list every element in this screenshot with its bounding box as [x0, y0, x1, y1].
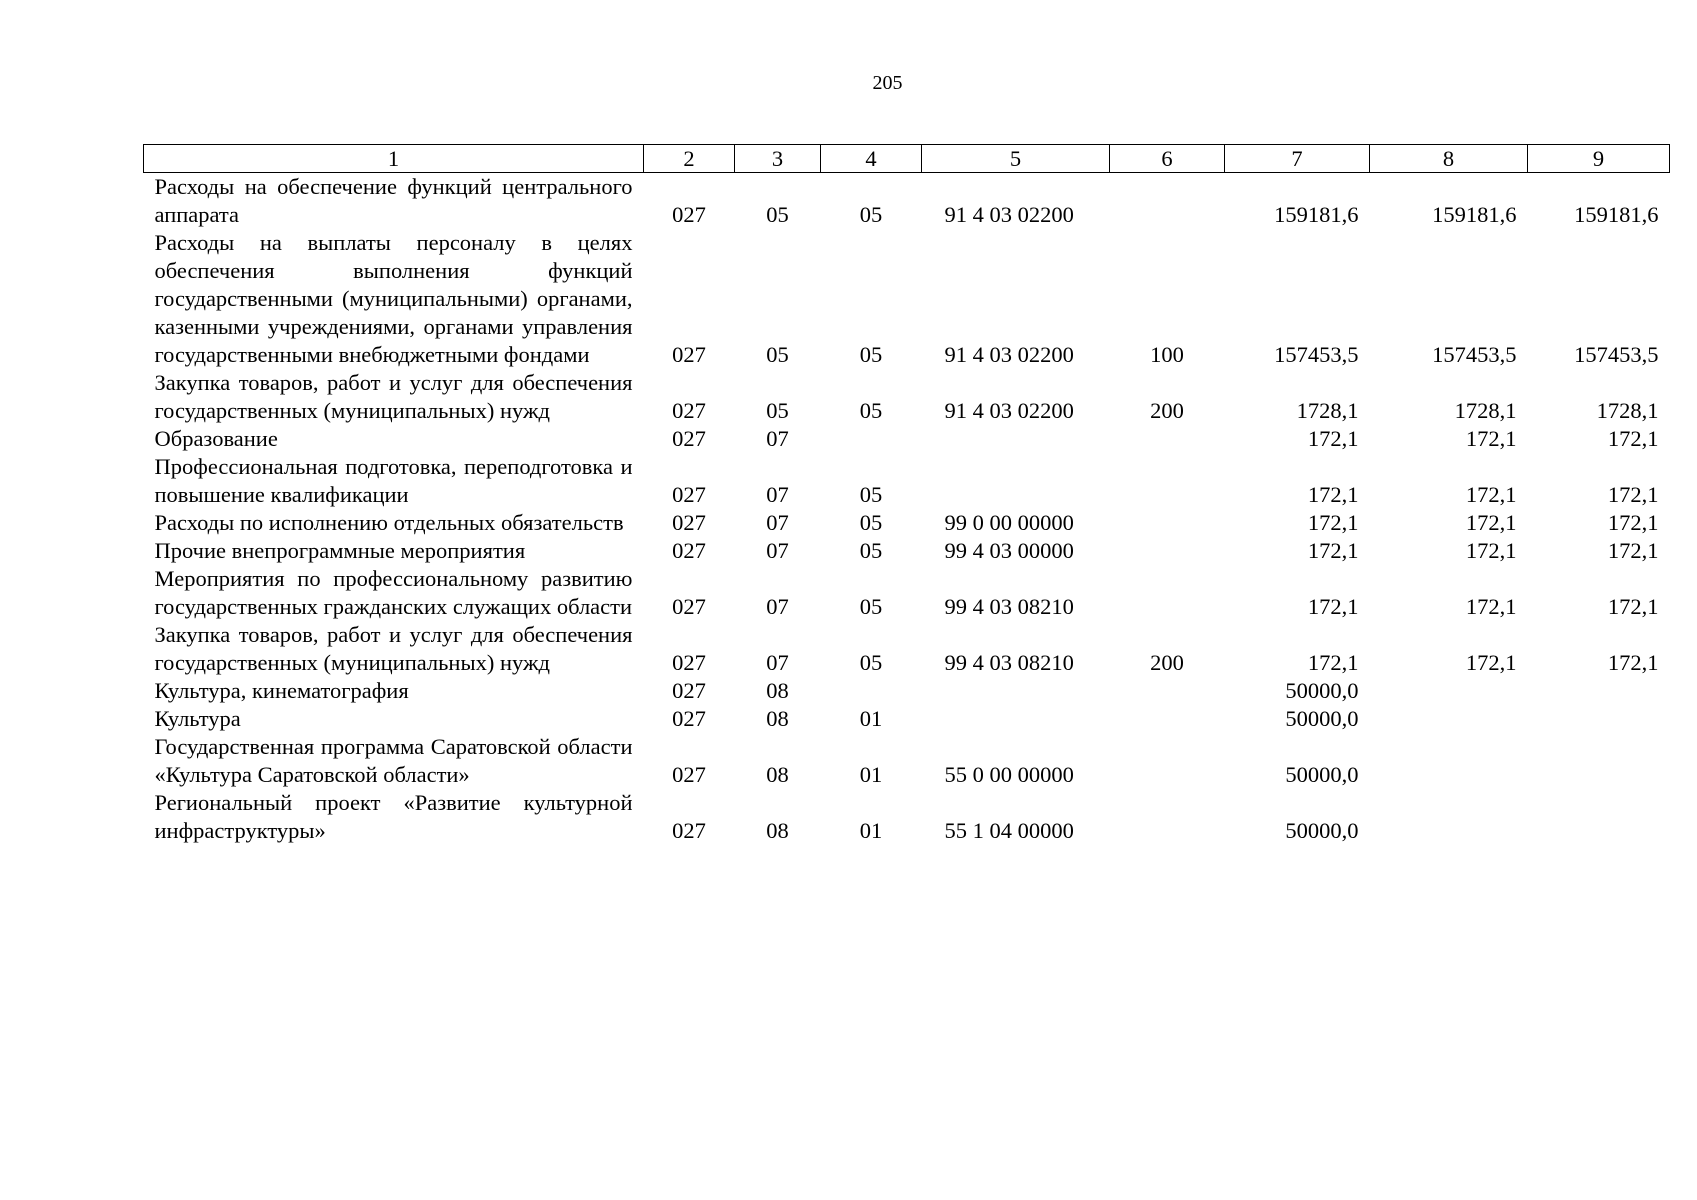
row-name: Культура	[154, 706, 241, 731]
row-col-9	[1528, 733, 1670, 789]
row-col-8	[1370, 733, 1528, 789]
row-col-4: 05	[859, 538, 883, 563]
table-row	[144, 789, 1670, 845]
row-col-6	[1110, 453, 1225, 509]
row-col-7: 159181,6	[1274, 202, 1359, 227]
row-name: Закупка товаров, работ и услуг для обеспечения государственных (муниципальных) нужд	[154, 622, 633, 675]
row-col-6	[1110, 677, 1225, 705]
row-col-9	[1528, 789, 1670, 845]
row-col-6	[1110, 509, 1225, 537]
row-col-8	[1370, 705, 1528, 733]
header-col-9: 9	[1528, 145, 1670, 173]
row-col-2: 027	[672, 818, 706, 843]
row-name: Закупка товаров, работ и услуг для обеспечения государственных (муниципальных) нужд	[154, 370, 633, 423]
row-name: Расходы на обеспечение функций центрального аппарата	[154, 174, 633, 227]
row-col-6	[1110, 789, 1225, 845]
row-col-4: 05	[859, 650, 883, 675]
row-col-8: 159181,6	[1432, 202, 1517, 227]
row-col-7: 172,1	[1307, 482, 1359, 507]
row-col-5: 91 4 03 02200	[944, 342, 1074, 367]
row-col-9: 172,1	[1607, 650, 1659, 675]
row-col-8: 172,1	[1465, 594, 1517, 619]
row-col-3: 05	[766, 202, 789, 227]
row-col-5	[922, 677, 1110, 705]
row-col-6	[1110, 565, 1225, 621]
budget-table	[143, 144, 1670, 845]
table-row	[144, 677, 1670, 705]
table-header	[144, 145, 1670, 173]
row-col-9: 172,1	[1607, 426, 1659, 451]
row-col-5: 55 1 04 00000	[944, 818, 1074, 843]
row-col-7: 50000,0	[1285, 706, 1359, 731]
row-col-8: 172,1	[1465, 482, 1517, 507]
row-col-7: 172,1	[1307, 594, 1359, 619]
row-col-6	[1110, 733, 1225, 789]
row-col-8: 172,1	[1465, 538, 1517, 563]
header-col-4: 4	[821, 145, 922, 173]
row-col-2: 027	[672, 202, 706, 227]
header-col-3: 3	[735, 145, 821, 173]
row-col-3: 07	[766, 510, 789, 535]
row-col-5: 99 4 03 08210	[944, 650, 1074, 675]
row-name: Расходы на выплаты персоналу в целях обеспечения выполнения функций государственными (муниципальными) органами, казенными учреждениями, органами управления государственными внебюджетными фондами	[154, 230, 633, 367]
row-col-4	[821, 425, 922, 453]
table-row	[144, 537, 1670, 565]
row-col-7: 1728,1	[1296, 398, 1359, 423]
row-col-5	[922, 453, 1110, 509]
table-row	[144, 173, 1670, 230]
row-col-7: 50000,0	[1285, 762, 1359, 787]
header-row	[144, 145, 1670, 173]
row-col-3: 07	[766, 426, 789, 451]
row-col-3: 08	[766, 678, 789, 703]
row-col-8: 1728,1	[1454, 398, 1517, 423]
row-col-7: 172,1	[1307, 426, 1359, 451]
row-col-6: 200	[1150, 398, 1184, 423]
row-name: Культура, кинематография	[154, 678, 409, 703]
row-col-5: 55 0 00 00000	[944, 762, 1074, 787]
row-col-4	[821, 677, 922, 705]
row-col-2: 027	[672, 650, 706, 675]
row-col-9: 159181,6	[1574, 202, 1659, 227]
row-col-4: 05	[859, 482, 883, 507]
row-col-5	[922, 425, 1110, 453]
row-col-6	[1110, 173, 1225, 230]
row-col-5	[922, 705, 1110, 733]
header-col-7: 7	[1225, 145, 1370, 173]
table-row	[144, 509, 1670, 537]
row-name: Прочие внепрограммные мероприятия	[154, 538, 526, 563]
table-row	[144, 425, 1670, 453]
row-col-6	[1110, 537, 1225, 565]
table-row	[144, 229, 1670, 369]
table-row	[144, 733, 1670, 789]
row-col-2: 027	[672, 510, 706, 535]
row-col-7: 172,1	[1307, 510, 1359, 535]
row-col-6: 200	[1150, 650, 1184, 675]
row-col-3: 07	[766, 594, 789, 619]
row-col-8	[1370, 789, 1528, 845]
row-col-7: 50000,0	[1285, 678, 1359, 703]
header-col-8: 8	[1370, 145, 1528, 173]
row-col-4: 05	[859, 510, 883, 535]
row-col-2: 027	[672, 678, 706, 703]
row-col-7: 157453,5	[1274, 342, 1359, 367]
row-col-9: 1728,1	[1596, 398, 1659, 423]
table-row	[144, 369, 1670, 425]
row-col-9	[1528, 705, 1670, 733]
row-col-2: 027	[672, 426, 706, 451]
row-col-5: 91 4 03 02200	[944, 398, 1074, 423]
row-col-3: 08	[766, 762, 789, 787]
table-row	[144, 453, 1670, 509]
table-row	[144, 705, 1670, 733]
header-col-1: 1	[144, 145, 644, 173]
row-col-3: 05	[766, 342, 789, 367]
table-row	[144, 565, 1670, 621]
row-name: Расходы по исполнению отдельных обязательств	[154, 510, 624, 535]
row-col-3: 08	[766, 818, 789, 843]
row-col-6	[1110, 425, 1225, 453]
row-col-4: 05	[859, 398, 883, 423]
row-col-4: 05	[859, 594, 883, 619]
row-col-5: 99 4 03 08210	[944, 594, 1074, 619]
row-col-2: 027	[672, 398, 706, 423]
row-col-6	[1110, 705, 1225, 733]
row-col-8: 172,1	[1465, 650, 1517, 675]
row-col-2: 027	[672, 482, 706, 507]
row-name: Государственная программа Саратовской области «Культура Саратовской области»	[154, 734, 633, 787]
row-col-9: 157453,5	[1574, 342, 1659, 367]
row-col-7: 50000,0	[1285, 818, 1359, 843]
row-col-9: 172,1	[1607, 538, 1659, 563]
row-col-4: 05	[859, 342, 883, 367]
row-col-9: 172,1	[1607, 482, 1659, 507]
row-col-4: 01	[859, 818, 883, 843]
row-col-5: 99 4 03 00000	[944, 538, 1074, 563]
row-col-5: 99 0 00 00000	[944, 510, 1074, 535]
row-col-8: 172,1	[1465, 510, 1517, 535]
row-name: Профессиональная подготовка, переподготовка и повышение квалификации	[154, 454, 633, 507]
row-col-8: 157453,5	[1432, 342, 1517, 367]
table-row	[144, 621, 1670, 677]
header-col-5: 5	[922, 145, 1110, 173]
row-col-2: 027	[672, 762, 706, 787]
row-col-6: 100	[1150, 342, 1184, 367]
row-col-2: 027	[672, 342, 706, 367]
header-col-2: 2	[644, 145, 735, 173]
row-col-4: 05	[859, 202, 883, 227]
row-col-8: 172,1	[1465, 426, 1517, 451]
row-col-8	[1370, 677, 1528, 705]
row-col-4: 01	[859, 706, 883, 731]
row-col-2: 027	[672, 706, 706, 731]
row-col-7: 172,1	[1307, 650, 1359, 675]
row-col-2: 027	[672, 594, 706, 619]
row-col-2: 027	[672, 538, 706, 563]
row-col-9: 172,1	[1607, 510, 1659, 535]
row-col-4: 01	[859, 762, 883, 787]
row-col-3: 08	[766, 706, 789, 731]
row-name: Образование	[154, 426, 278, 451]
row-col-9	[1528, 677, 1670, 705]
header-col-6: 6	[1110, 145, 1225, 173]
row-col-3: 07	[766, 650, 789, 675]
row-name: Мероприятия по профессиональному развитию государственных гражданских служащих области	[154, 566, 633, 619]
row-col-3: 07	[766, 538, 789, 563]
row-col-5: 91 4 03 02200	[944, 202, 1074, 227]
page-number: 205	[872, 72, 903, 94]
table-body	[144, 173, 1670, 846]
row-col-3: 05	[766, 398, 789, 423]
row-name: Региональный проект «Развитие культурной инфраструктуры»	[154, 790, 633, 843]
row-col-3: 07	[766, 482, 789, 507]
row-col-9: 172,1	[1607, 594, 1659, 619]
row-col-7: 172,1	[1307, 538, 1359, 563]
